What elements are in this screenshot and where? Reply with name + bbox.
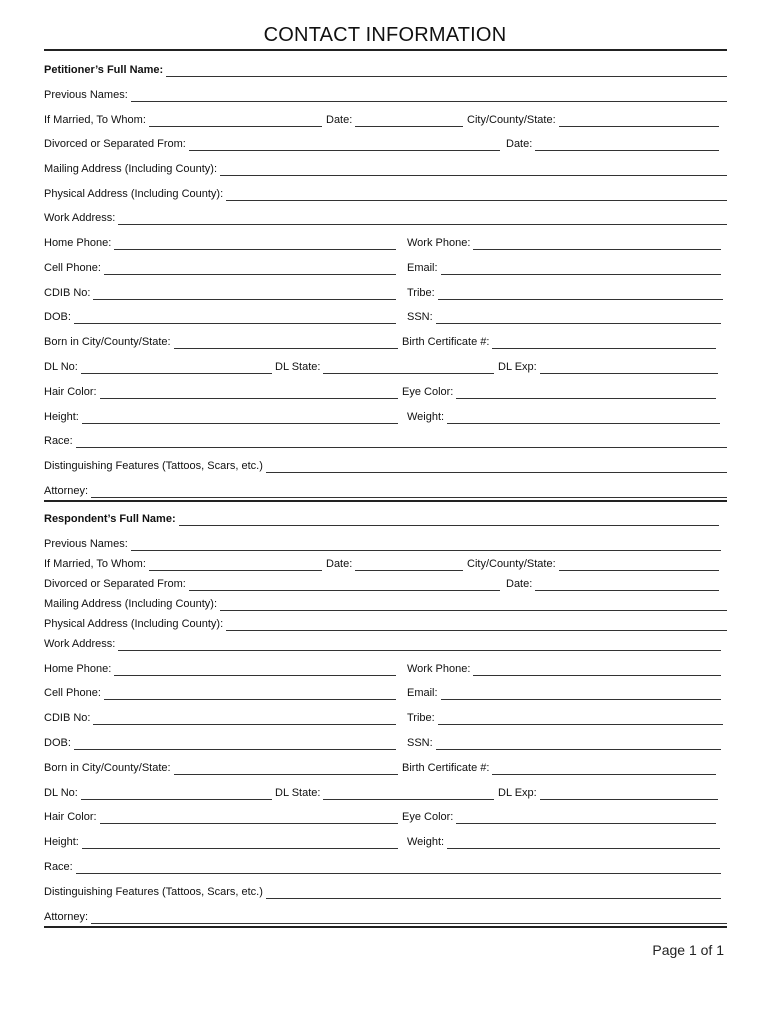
petitioner-previous-names-label: Previous Names:: [44, 89, 128, 101]
petitioner-attorney-field[interactable]: [91, 487, 727, 498]
respondent-divorced-date-field[interactable]: [535, 580, 719, 591]
petitioner-height-field[interactable]: [82, 413, 398, 424]
petitioner-hair-field[interactable]: [100, 388, 398, 399]
petitioner-married-date-label: Date:: [326, 114, 353, 126]
respondent-race-row: [44, 860, 727, 874]
petitioner-eye-field[interactable]: [456, 388, 716, 399]
bottom-rule: [44, 926, 727, 928]
petitioner-cdib-field[interactable]: [93, 289, 396, 300]
petitioner-full-name-label: Petitioner’s Full Name:: [44, 64, 164, 76]
respondent-cell-email-row: [44, 686, 727, 700]
respondent-birth-cert-label: Birth Certificate #:: [402, 762, 490, 774]
petitioner-work-address-row: [44, 211, 727, 225]
respondent-eye-field[interactable]: [456, 813, 716, 824]
respondent-features-label: Distinguishing Features (Tattoos, Scars, etc.): [44, 886, 263, 898]
respondent-divorced-label: Divorced or Separated From:: [44, 578, 186, 590]
respondent-cdib-field[interactable]: [93, 714, 396, 725]
respondent-married-field[interactable]: [149, 560, 322, 571]
respondent-email-field[interactable]: [441, 689, 721, 700]
respondent-cell-phone-field[interactable]: [104, 689, 396, 700]
petitioner-dl-exp-field[interactable]: [540, 363, 718, 374]
petitioner-features-row: [44, 459, 727, 473]
respondent-previous-names-label: Previous Names:: [44, 538, 128, 550]
respondent-dob-field[interactable]: [74, 739, 396, 750]
petitioner-height-weight-row: [44, 410, 727, 424]
page-number: Page 1 of 1: [652, 942, 724, 958]
petitioner-married-field[interactable]: [149, 116, 322, 127]
petitioner-cell-phone-label: Cell Phone:: [44, 262, 101, 274]
respondent-married-label: If Married, To Whom:: [44, 558, 146, 570]
petitioner-divorced-date-field[interactable]: [535, 140, 719, 151]
petitioner-previous-names-field[interactable]: [131, 91, 727, 102]
petitioner-physical-field[interactable]: [226, 190, 727, 201]
petitioner-born-row: [44, 335, 727, 349]
respondent-dl-state-field[interactable]: [323, 789, 494, 800]
petitioner-city-county-state-label: City/County/State:: [467, 114, 556, 126]
respondent-home-phone-field[interactable]: [114, 665, 396, 676]
petitioner-mailing-field[interactable]: [220, 165, 727, 176]
respondent-tribe-label: Tribe:: [407, 712, 435, 724]
petitioner-physical-row: [44, 187, 727, 201]
respondent-physical-field[interactable]: [226, 620, 727, 631]
respondent-features-field[interactable]: [266, 888, 721, 899]
petitioner-ssn-label: SSN:: [407, 311, 433, 323]
respondent-physical-label: Physical Address (Including County):: [44, 618, 224, 630]
petitioner-height-label: Height:: [44, 411, 79, 423]
respondent-previous-names-field[interactable]: [131, 540, 721, 551]
petitioner-dob-row: [44, 310, 727, 324]
respondent-married-date-field[interactable]: [355, 560, 463, 571]
respondent-full-name-label: Respondent’s Full Name:: [44, 513, 176, 525]
petitioner-dl-state-field[interactable]: [323, 363, 494, 374]
respondent-divorced-field[interactable]: [189, 580, 500, 591]
petitioner-race-row: [44, 434, 727, 448]
petitioner-tribe-field[interactable]: [438, 289, 723, 300]
petitioner-divorced-date-label: Date:: [506, 138, 533, 150]
petitioner-married-date-field[interactable]: [355, 116, 463, 127]
petitioner-dl-no-field[interactable]: [81, 363, 272, 374]
respondent-attorney-field[interactable]: [91, 913, 727, 924]
respondent-married-date-label: Date:: [326, 558, 353, 570]
respondent-marriage-row: [44, 557, 727, 571]
petitioner-mailing-row: [44, 162, 727, 176]
petitioner-ssn-field[interactable]: [436, 313, 721, 324]
petitioner-features-field[interactable]: [266, 462, 727, 473]
respondent-phone-row: [44, 662, 727, 676]
respondent-work-address-row: [44, 637, 727, 651]
petitioner-dl-no-label: DL No:: [44, 361, 78, 373]
respondent-home-phone-label: Home Phone:: [44, 663, 112, 675]
petitioner-divorced-row: [44, 137, 727, 151]
respondent-birth-cert-field[interactable]: [492, 764, 716, 775]
petitioner-dl-row: [44, 360, 727, 374]
petitioner-born-field[interactable]: [174, 338, 398, 349]
respondent-weight-field[interactable]: [447, 838, 720, 849]
respondent-dl-no-field[interactable]: [81, 789, 272, 800]
respondent-hair-field[interactable]: [100, 813, 398, 824]
respondent-dl-state-label: DL State:: [275, 787, 321, 799]
petitioner-cdib-row: [44, 286, 727, 300]
petitioner-weight-label: Weight:: [407, 411, 445, 423]
respondent-cdib-label: CDIB No:: [44, 712, 91, 724]
respondent-email-label: Email:: [407, 687, 438, 699]
respondent-dl-exp-label: DL Exp:: [498, 787, 537, 799]
petitioner-race-field[interactable]: [76, 437, 727, 448]
respondent-dl-row: [44, 786, 727, 800]
respondent-full-name-field[interactable]: [179, 515, 719, 526]
petitioner-cdib-label: CDIB No:: [44, 287, 91, 299]
petitioner-dl-state-label: DL State:: [275, 361, 321, 373]
respondent-dob-label: DOB:: [44, 737, 71, 749]
respondent-divorced-date-label: Date:: [506, 578, 533, 590]
petitioner-race-label: Race:: [44, 435, 73, 447]
petitioner-home-phone-label: Home Phone:: [44, 237, 112, 249]
respondent-dl-no-label: DL No:: [44, 787, 78, 799]
petitioner-dob-label: DOB:: [44, 311, 71, 323]
respondent-cell-phone-label: Cell Phone:: [44, 687, 101, 699]
respondent-height-label: Height:: [44, 836, 79, 848]
petitioner-divorced-field[interactable]: [189, 140, 500, 151]
respondent-physical-row: [44, 617, 727, 631]
petitioner-married-label: If Married, To Whom:: [44, 114, 146, 126]
petitioner-physical-label: Physical Address (Including County):: [44, 188, 224, 200]
respondent-cdib-row: [44, 711, 727, 725]
petitioner-features-label: Distinguishing Features (Tattoos, Scars, etc.): [44, 460, 263, 472]
respondent-height-weight-row: [44, 835, 727, 849]
respondent-weight-label: Weight:: [407, 836, 445, 848]
petitioner-dob-field[interactable]: [74, 313, 396, 324]
petitioner-birth-cert-label: Birth Certificate #:: [402, 336, 490, 348]
respondent-hair-label: Hair Color:: [44, 811, 97, 823]
respondent-race-label: Race:: [44, 861, 73, 873]
respondent-born-row: [44, 761, 727, 775]
respondent-ssn-label: SSN:: [407, 737, 433, 749]
respondent-race-field[interactable]: [76, 863, 721, 874]
respondent-previous-names-row: [44, 537, 727, 551]
respondent-hair-eye-row: [44, 810, 727, 824]
respondent-work-address-field[interactable]: [118, 640, 721, 651]
petitioner-cell-phone-field[interactable]: [104, 264, 396, 275]
petitioner-eye-label: Eye Color:: [402, 386, 454, 398]
respondent-eye-label: Eye Color:: [402, 811, 454, 823]
petitioner-email-label: Email:: [407, 262, 438, 274]
respondent-height-field[interactable]: [82, 838, 398, 849]
petitioner-attorney-label: Attorney:: [44, 485, 89, 497]
respondent-work-phone-field[interactable]: [473, 665, 721, 676]
respondent-dl-exp-field[interactable]: [540, 789, 718, 800]
petitioner-work-address-field[interactable]: [118, 214, 727, 225]
respondent-ssn-field[interactable]: [436, 739, 721, 750]
respondent-work-address-label: Work Address:: [44, 638, 116, 650]
petitioner-dl-exp-label: DL Exp:: [498, 361, 537, 373]
petitioner-previous-names-row: [44, 88, 727, 102]
respondent-mailing-row: [44, 597, 727, 611]
respondent-city-county-state-label: City/County/State:: [467, 558, 556, 570]
petitioner-work-phone-field[interactable]: [473, 239, 721, 250]
petitioner-home-phone-field[interactable]: [114, 239, 396, 250]
section-divider: [44, 500, 727, 502]
petitioner-divorced-label: Divorced or Separated From:: [44, 138, 186, 150]
respondent-dob-row: [44, 736, 727, 750]
petitioner-city-county-state-field[interactable]: [559, 116, 719, 127]
respondent-mailing-field[interactable]: [220, 600, 727, 611]
respondent-born-label: Born in City/County/State:: [44, 762, 171, 774]
respondent-divorced-row: [44, 577, 727, 591]
petitioner-weight-field[interactable]: [447, 413, 720, 424]
petitioner-full-name-field[interactable]: [166, 66, 727, 77]
petitioner-email-field[interactable]: [441, 264, 721, 275]
top-rule: [44, 49, 727, 51]
petitioner-cell-email-row: [44, 261, 727, 275]
page-title: CONTACT INFORMATION: [263, 24, 507, 46]
respondent-full-name-row: [44, 512, 727, 526]
petitioner-hair-eye-row: [44, 385, 727, 399]
respondent-city-county-state-field[interactable]: [559, 560, 719, 571]
petitioner-full-name-row: [44, 63, 727, 77]
petitioner-tribe-label: Tribe:: [407, 287, 435, 299]
petitioner-birth-cert-field[interactable]: [492, 338, 716, 349]
respondent-tribe-field[interactable]: [438, 714, 723, 725]
petitioner-marriage-row: [44, 113, 727, 127]
petitioner-attorney-row: [44, 484, 727, 498]
petitioner-work-phone-label: Work Phone:: [407, 237, 471, 249]
respondent-attorney-label: Attorney:: [44, 911, 89, 923]
respondent-attorney-row: [44, 910, 727, 924]
petitioner-born-label: Born in City/County/State:: [44, 336, 171, 348]
petitioner-phone-row: [44, 236, 727, 250]
respondent-born-field[interactable]: [174, 764, 398, 775]
petitioner-work-address-label: Work Address:: [44, 212, 116, 224]
petitioner-hair-label: Hair Color:: [44, 386, 97, 398]
respondent-features-row: [44, 885, 727, 899]
respondent-work-phone-label: Work Phone:: [407, 663, 471, 675]
respondent-mailing-label: Mailing Address (Including County):: [44, 598, 218, 610]
petitioner-mailing-label: Mailing Address (Including County):: [44, 163, 218, 175]
